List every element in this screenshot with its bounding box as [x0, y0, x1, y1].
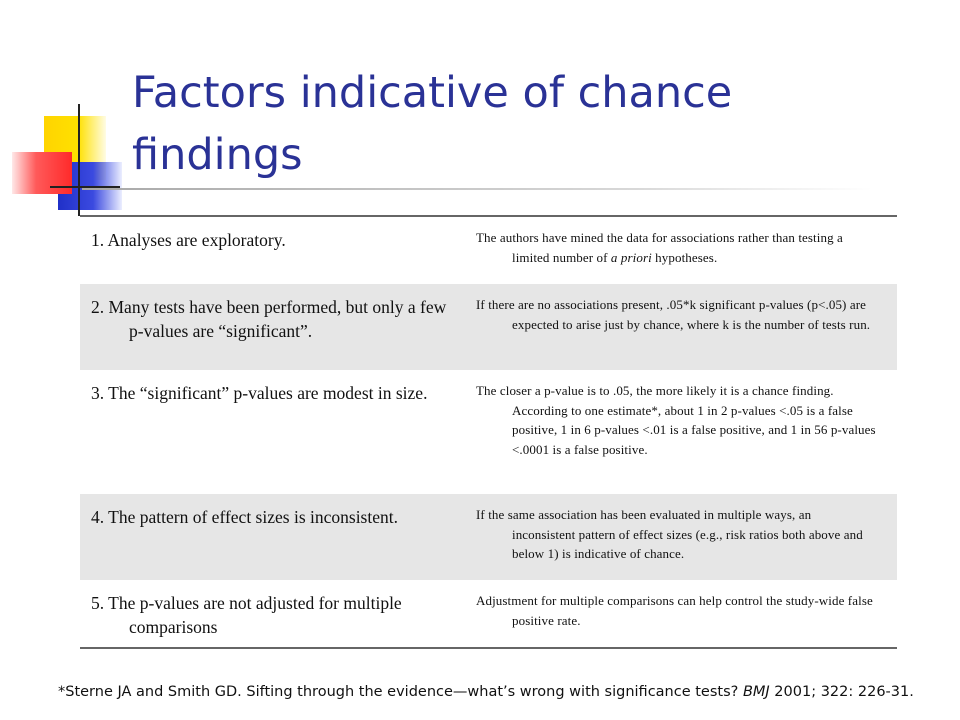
factor-cell	[80, 580, 473, 648]
factor-text: 5. The p-values are not adjusted for multiple comparisons	[91, 593, 402, 637]
factor-cell	[80, 494, 473, 580]
factors-table	[80, 215, 897, 649]
explanation-cell	[473, 580, 897, 648]
slide-title: Factors indicative of chance findings	[132, 68, 733, 180]
explanation-text-part: The authors have mined the data for associations rather than testing a limited number of	[476, 230, 843, 265]
explanation-text: If the same association has been evaluated in multiple ways, an inconsistent pattern of effect sizes (e.g., risk ratios both above and below 1) is indicative of chance.	[476, 507, 863, 561]
title-underline	[82, 188, 872, 190]
table-row	[80, 284, 897, 370]
factor-text: 3. The “significant” p-values are modest in size.	[91, 383, 428, 403]
explanation-cell	[473, 284, 897, 370]
table-row	[80, 216, 897, 284]
factor-cell	[80, 370, 473, 494]
explanation-text: The closer a p-value is to .05, the more likely it is a chance finding. According to one estimate*, about 1 in 2 p-values <.05 is a false positive, 1 in 6 p-values <.01 is a false positive, and 1 in 56 p-values <.0001 is a false positive.	[476, 383, 876, 457]
explanation-cell	[473, 216, 897, 284]
factor-text: 4. The pattern of effect sizes is inconsistent.	[91, 507, 398, 527]
explanation-text-part: hypotheses.	[651, 249, 718, 265]
table-row	[80, 580, 897, 648]
factor-text: 2. Many tests have been performed, but only a few p-values are “significant”.	[91, 297, 447, 341]
explanation-text: If there are no associations present, .05*k significant p-values (p<.05) are expected to arise just by chance, where k is the number of tests run.	[476, 297, 871, 332]
explanation-cell	[473, 494, 897, 580]
table-row	[80, 370, 897, 494]
explanation-italic: a priori	[610, 249, 652, 265]
explanation-cell	[473, 370, 897, 494]
factor-cell	[80, 216, 473, 284]
footnote-citation	[58, 681, 958, 703]
factor-cell	[80, 284, 473, 370]
decor-vertical-line	[78, 104, 80, 216]
factor-text: 1. Analyses are exploratory.	[91, 230, 286, 250]
footnote-text: *Sterne JA and Smith GD. Sifting through the evidence—what’s wrong with significance tests?	[58, 684, 743, 700]
explanation-text	[474, 228, 896, 267]
footnote-text-end: 2001; 322: 226-31.	[769, 684, 914, 700]
footnote-journal: BMJ	[742, 684, 770, 700]
explanation-text: Adjustment for multiple comparisons can help control the study-wide false positive rate.	[476, 593, 873, 628]
table-row	[80, 494, 897, 580]
